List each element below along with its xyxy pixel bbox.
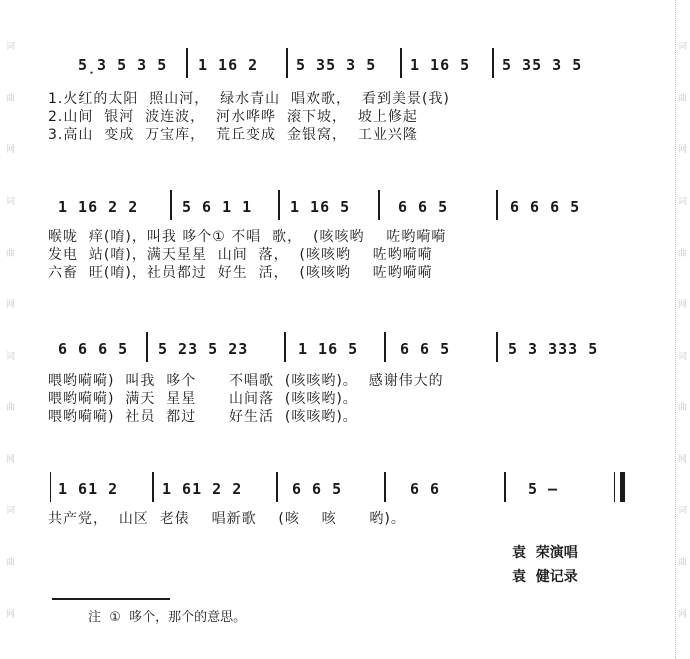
barline [146, 332, 148, 362]
recorder-credit: 袁 健记录 [512, 569, 578, 585]
barline [170, 190, 172, 220]
notation-measure: 6 6 6 5 [58, 340, 129, 358]
watermark-glyph: 曲 [4, 402, 14, 412]
notation-measure: 5 35 3 5 [502, 56, 583, 74]
watermark-glyph: 网 [676, 299, 686, 309]
watermark-sidebar-right [674, 0, 688, 659]
notation-row [48, 54, 638, 80]
lyric-verse-1: 1.火红的太阳 照山河， 绿水青山 唱欢歌， 看到美景(我) [48, 91, 450, 107]
notation-row [48, 196, 638, 222]
notation-measure: 1 61 2 2 [162, 480, 243, 498]
lyric-verse-1: 喂哟嗬嗬) 叫我 哆个 不唱歌 (咳咳哟)。 感谢伟大的 [48, 373, 444, 389]
notation-measure: 1 61 2 [58, 480, 119, 498]
notation-measure: 5 23 5 23 [158, 340, 249, 358]
final-barline-thick [620, 472, 625, 502]
watermark-glyph: 词 [4, 196, 14, 206]
watermark-glyph: 网 [4, 299, 14, 309]
notation-measure: 5 6 1 1 [182, 198, 253, 216]
watermark-glyph: 词 [4, 350, 14, 360]
barline [400, 48, 402, 78]
barline [504, 472, 506, 502]
barline [492, 48, 494, 78]
watermark-glyph: 网 [4, 144, 14, 154]
watermark-glyph: 曲 [676, 557, 686, 567]
notation-measure: 5 35 3 5 [296, 56, 377, 74]
footnote-rule [52, 598, 170, 600]
final-barline-thin [614, 472, 615, 502]
watermark-glyph: 词 [676, 196, 686, 206]
lyric-verse-2: 喂哟嗬嗬) 满天 星星 山间落 (咳咳哟)。 [48, 391, 358, 407]
watermark-sidebar-left [2, 0, 16, 659]
notation-measure: 5 – [528, 480, 559, 498]
notation-measure: 1 16 2 [198, 56, 259, 74]
notation-measure: 1 16 5 [290, 198, 351, 216]
watermark-glyph: 曲 [676, 92, 686, 102]
notation-measure: 1 16 2 2 [58, 198, 139, 216]
barline [278, 190, 280, 220]
barline [496, 190, 498, 220]
watermark-glyph: 曲 [676, 247, 686, 257]
lyric-verse-3: 六畜 旺(唷)，社员都过 好生 活， (咳咳哟 咗哟嗬嗬 [48, 265, 433, 281]
performer-credit: 袁 荣演唱 [512, 545, 578, 561]
barline [378, 190, 380, 220]
score-system-2 [48, 196, 638, 281]
barline [384, 472, 386, 502]
lyric-verse-2: 发电 站(唷)，满天星星 山间 落， (咳咳哟 咗哟嗬嗬 [48, 247, 433, 263]
lyric-verse-3: 喂哟嗬嗬) 社员 都过 好生活 (咳咳哟)。 [48, 409, 358, 425]
right-border-rule [675, 0, 676, 659]
lyric-verse-1: 共产党， 山区 老俵 唱新歌 (咳 咳 哟)。 [48, 511, 406, 527]
notation-measure: 5 3 333 5 [508, 340, 599, 358]
watermark-glyph: 曲 [676, 402, 686, 412]
barline [152, 472, 154, 502]
notation-measure: 1 16 5 [410, 56, 471, 74]
watermark-glyph: 词 [676, 350, 686, 360]
score-system-4 [48, 478, 638, 527]
watermark-glyph: 词 [676, 505, 686, 515]
barline [276, 472, 278, 502]
notation-measure: 6 6 5 [292, 480, 343, 498]
notation-row [48, 478, 638, 504]
notation-measure: 6 6 5 [400, 340, 451, 358]
watermark-glyph: 网 [676, 144, 686, 154]
notation-measure: 6 6 [410, 480, 441, 498]
watermark-glyph: 词 [676, 41, 686, 51]
notation-measure: 6 6 6 5 [510, 198, 581, 216]
notation-measure: 5̣3 5 3 5 [78, 56, 168, 74]
barline [286, 48, 288, 78]
barline [384, 332, 386, 362]
footnote-text: 注 ① 哆个，那个的意思。 [88, 610, 247, 625]
score-system-3 [48, 338, 638, 425]
watermark-glyph: 网 [4, 608, 14, 618]
barline [284, 332, 286, 362]
lyric-verse-1: 喉咙 痒(唷)，叫我 哆个① 不唱 歌， (咳咳哟 咗哟嗬嗬 [48, 229, 447, 245]
notation-measure: 6 6 5 [398, 198, 449, 216]
score-system-1 [48, 54, 638, 143]
watermark-glyph: 网 [4, 453, 14, 463]
watermark-glyph: 曲 [4, 557, 14, 567]
barline [496, 332, 498, 362]
watermark-glyph: 曲 [4, 92, 14, 102]
watermark-glyph: 网 [676, 453, 686, 463]
lyric-verse-2: 2.山间 银河 波连波， 河水哗哗 滚下坡， 坡上修起 [48, 109, 418, 125]
lyric-verse-3: 3.高山 变成 万宝库， 荒丘变成 金银窝， 工业兴隆 [48, 127, 418, 143]
notation-row [48, 338, 638, 364]
watermark-glyph: 网 [676, 608, 686, 618]
barline [50, 472, 51, 502]
watermark-glyph: 曲 [4, 247, 14, 257]
notation-measure: 1 16 5 [298, 340, 359, 358]
watermark-glyph: 词 [4, 505, 14, 515]
watermark-glyph: 词 [4, 41, 14, 51]
barline [186, 48, 188, 78]
